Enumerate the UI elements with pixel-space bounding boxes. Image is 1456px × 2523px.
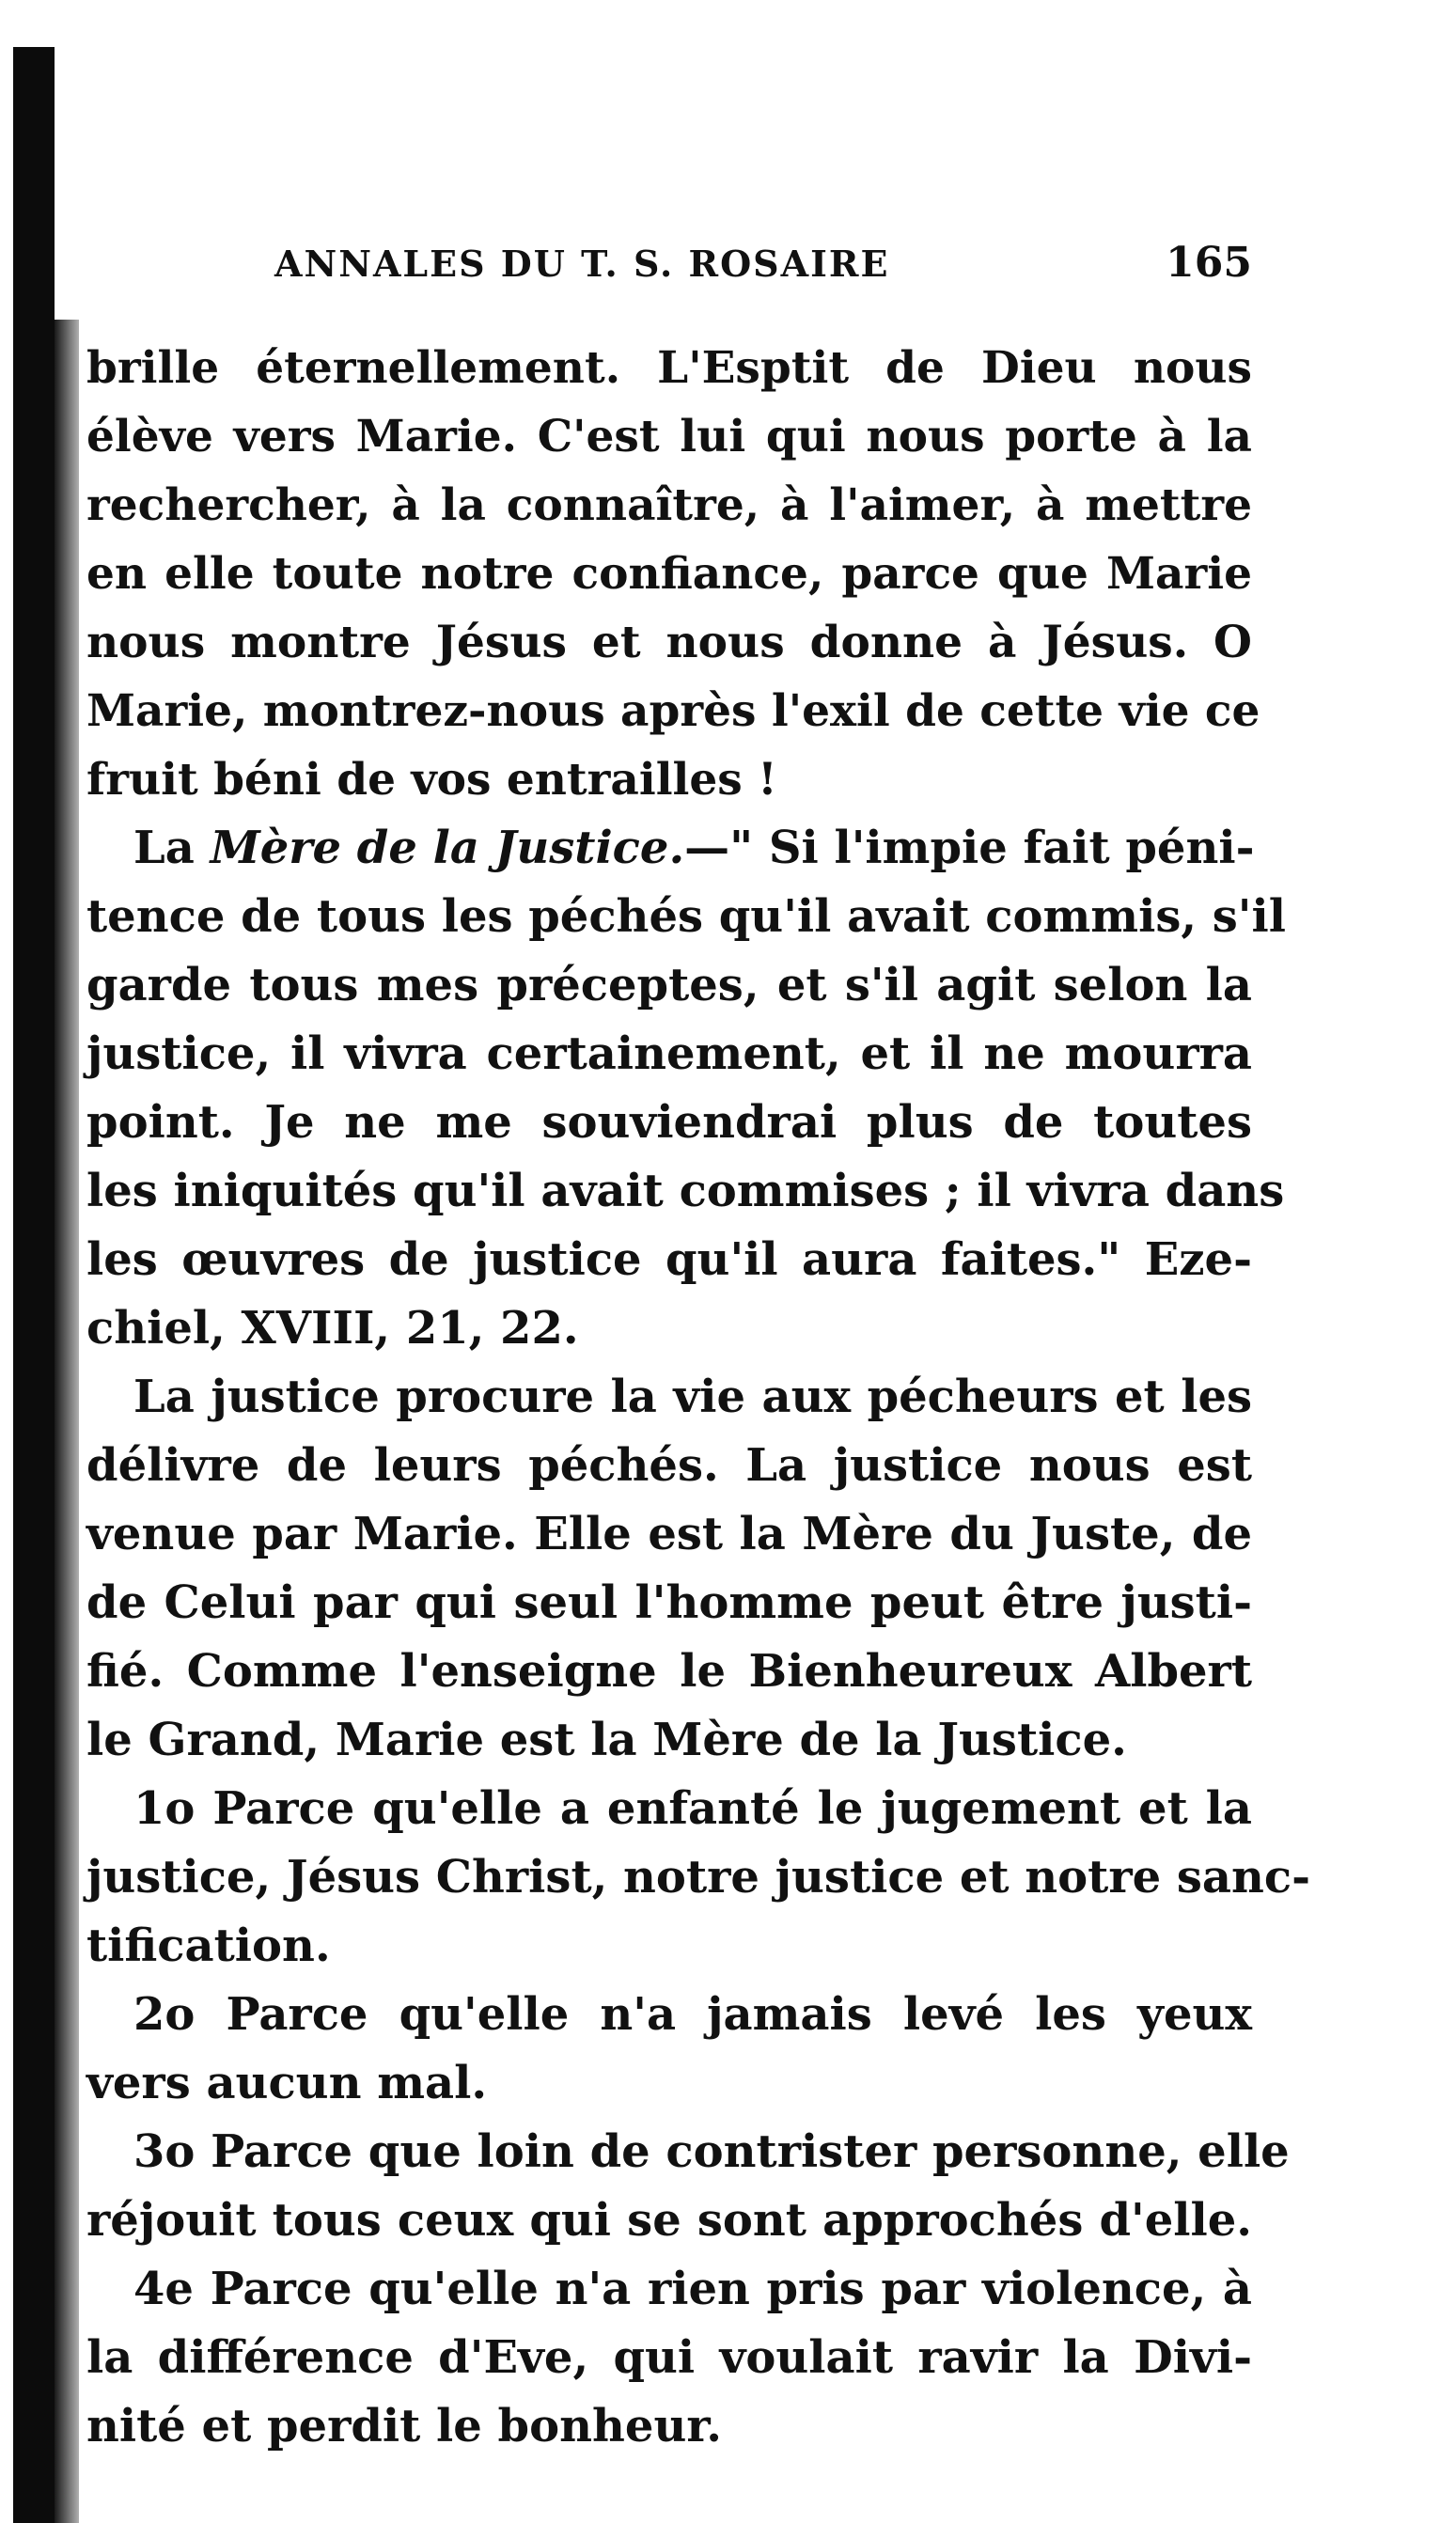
list-item-2 (86, 1981, 1252, 2118)
paragraph-justice (86, 1363, 1252, 1775)
text-line: réjouit tous ceux qui se sont approchés d'elle. (86, 2194, 1252, 2247)
page-binding-shadow (55, 320, 79, 2523)
text-line (86, 814, 1255, 883)
quote-start: —" Si l'impie fait péni- (684, 822, 1255, 874)
text-line: nité et perdit le bonheur. (86, 2400, 722, 2452)
paragraph-continuation (86, 334, 1260, 814)
text-line: rechercher, à la connaître, à l'aimer, à mettre (86, 479, 1252, 531)
text-line: élève vers Marie. C'est lui qui nous porte à la (86, 411, 1252, 462)
text-line: Marie, montrez-nous après l'exil de cette vie ce (86, 685, 1260, 737)
text-line: brille éternellement. L'Esptit de Dieu nous (86, 342, 1252, 394)
text-line: nous montre Jésus et nous donne à Jésus. O (86, 617, 1252, 668)
text-line: 3o Parce que loin de contrister personne, elle (133, 2125, 1290, 2178)
paragraph-mere-de-la-justice (86, 814, 1286, 1363)
text-line: 4e Parce qu'elle n'a rien pris par violence, à (133, 2263, 1252, 2315)
text-line: de Celui par qui seul l'homme peut être justi- (86, 1576, 1252, 1629)
book-page (86, 0, 1311, 2523)
list-item-3 (86, 2118, 1290, 2255)
text-line: les œuvres de justice qu'il aura faites." Eze- (86, 1233, 1252, 1286)
text-line: venue par Marie. Elle est la Mère du Juste, de (86, 1508, 1252, 1560)
text-line: vers aucun mal. (86, 2057, 488, 2109)
text-line: 2o Parce qu'elle n'a jamais levé les yeux (133, 1988, 1252, 2041)
paragraph-lead: La (133, 822, 211, 874)
text-line: délivre de leurs péchés. La justice nous est (86, 1439, 1252, 1492)
text-line: fié. Comme l'enseigne le Bienheureux Albert (86, 1645, 1252, 1698)
text-line: tence de tous les péchés qu'il avait commis, s'il (86, 890, 1286, 943)
text-line: le Grand, Marie est la Mère de la Justice. (86, 1714, 1127, 1766)
text-line: la différence d'Eve, qui voulait ravir la Divi- (86, 2331, 1252, 2384)
text-line: justice, il vivra certainement, et il ne mourra (86, 1027, 1252, 1080)
text-line: La justice procure la vie aux pécheurs et les (133, 1371, 1252, 1423)
section-heading-italic: Mère de la Justice. (210, 822, 685, 874)
page-binding-edge (13, 47, 55, 2523)
running-head (86, 239, 1252, 299)
scripture-reference: chiel, XVIII, 21, 22. (86, 1302, 579, 1355)
text-line: les iniquités qu'il avait commises ; il vivra dans (86, 1165, 1285, 1217)
list-item-1 (86, 1775, 1311, 1981)
running-title: ANNALES DU T. S. ROSAIRE (274, 243, 890, 285)
text-line: tification. (86, 1920, 331, 1972)
page-body (86, 334, 1311, 2461)
text-line: en elle toute notre confiance, parce que Marie (86, 548, 1252, 600)
list-item-4 (86, 2255, 1252, 2461)
text-line: fruit béni de vos entrailles ! (86, 754, 777, 806)
text-line: 1o Parce qu'elle a enfanté le jugement et la (133, 1782, 1252, 1835)
page-number: 165 (1166, 239, 1252, 287)
text-line: garde tous mes préceptes, et s'il agit selon la (86, 959, 1252, 1011)
text-line: point. Je ne me souviendrai plus de toutes (86, 1096, 1252, 1149)
text-line: justice, Jésus Christ, notre justice et notre sanc- (86, 1851, 1311, 1904)
